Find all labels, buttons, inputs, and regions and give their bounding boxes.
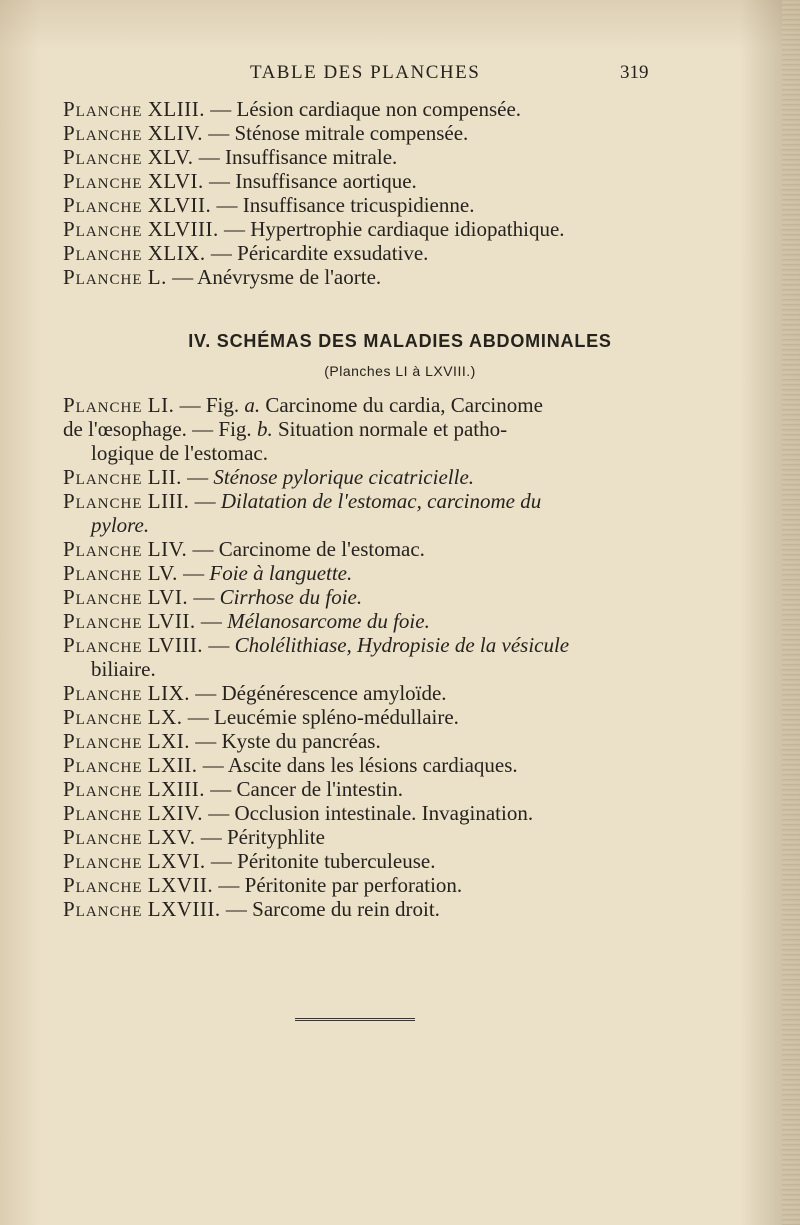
plate-description: Cirrhose du foie.: [219, 585, 363, 609]
plate-entry: [63, 145, 703, 169]
plate-entry: [63, 561, 703, 585]
plate-description: — Occlusion intestinale. Invagination.: [208, 801, 534, 825]
plate-label: Planche: [63, 585, 143, 609]
plate-description: — Lésion cardiaque non compensée.: [210, 97, 522, 121]
running-head-title: TABLE DES PLANCHES: [250, 62, 481, 83]
plate-number: LIV.: [147, 537, 188, 561]
plate-label: Planche: [63, 729, 143, 753]
plate-entry: [63, 121, 703, 145]
running-head: [0, 62, 800, 86]
plate-description: de l'œsophage. — Fig.: [63, 417, 252, 441]
plate-description: — Sténose mitrale compensée.: [208, 121, 469, 145]
plate-description: — Kyste du pancréas.: [195, 729, 381, 753]
figure-ref: a.: [244, 393, 261, 417]
plate-description: — Insuffisance aortique.: [209, 169, 417, 193]
plate-label: Planche: [63, 681, 143, 705]
plate-label: Planche: [63, 873, 143, 897]
plate-label: Planche: [63, 561, 143, 585]
plate-description: — Hypertrophie cardiaque idiopathique.: [223, 217, 565, 241]
plate-label: Planche: [63, 265, 143, 289]
plate-description: — Insuffisance tricuspidienne.: [216, 193, 475, 217]
plate-label: Planche: [63, 849, 143, 873]
plate-entry: [63, 465, 703, 489]
plate-description: Mélanosarcome du foie.: [227, 609, 430, 633]
plate-description: — Cancer de l'intestin.: [210, 777, 403, 801]
plate-entry: [63, 705, 703, 729]
plate-description: — Dégénérescence amyloïde.: [195, 681, 447, 705]
plate-number: XLIX.: [147, 241, 206, 265]
plate-label: Planche: [63, 777, 143, 801]
plate-description: — Insuffisance mitrale.: [198, 145, 398, 169]
plate-description: Cholélithiase, Hydropisie de la vésicule: [234, 633, 570, 657]
plate-number: XLVII.: [147, 193, 212, 217]
plate-number: LXI.: [147, 729, 191, 753]
plate-label: Planche: [63, 609, 143, 633]
plate-number: LXVII.: [147, 873, 214, 897]
plate-entry: [63, 489, 703, 513]
plate-label: Planche: [63, 705, 143, 729]
figure-ref: b.: [256, 417, 273, 441]
plate-entry: [63, 241, 703, 265]
plate-entry: [63, 537, 703, 561]
plate-number: LXVI.: [147, 849, 206, 873]
plate-description: — Pérityphlite: [200, 825, 325, 849]
plate-list-abdominal: [63, 393, 703, 921]
plate-description: Sténose pylorique cicatricielle.: [213, 465, 475, 489]
plate-entry-continuation: [63, 657, 703, 681]
plate-entry: [63, 777, 703, 801]
plate-label: Planche: [63, 97, 143, 121]
plate-label: Planche: [63, 753, 143, 777]
plate-description: Situation normale et patho-: [277, 417, 508, 441]
plate-number: LXVIII.: [147, 897, 221, 921]
plate-number: LXIII.: [147, 777, 205, 801]
plate-label: Planche: [63, 537, 143, 561]
dash: —: [208, 633, 230, 657]
dash: —: [187, 465, 209, 489]
plate-label: Planche: [63, 489, 143, 513]
plate-description: — Péritonite tuberculeuse.: [210, 849, 436, 873]
plate-label: Planche: [63, 897, 143, 921]
plate-number: LXII.: [147, 753, 198, 777]
plate-description: Dilatation de l'estomac, carcinome du: [220, 489, 542, 513]
section-subheading: (Planches LI à LXVIII.): [324, 363, 476, 379]
dash: —: [183, 561, 205, 585]
plate-entry: [63, 849, 703, 873]
plate-number: LVII.: [147, 609, 196, 633]
page-number: 319: [620, 62, 649, 83]
plate-label: Planche: [63, 145, 143, 169]
closing-rule: [295, 1018, 415, 1021]
plate-entry: [63, 729, 703, 753]
plate-label: Planche: [63, 217, 143, 241]
plate-description: — Carcinome de l'estomac.: [192, 537, 425, 561]
plate-number: XLV.: [147, 145, 194, 169]
plate-label: Planche: [63, 825, 143, 849]
plate-number: LIX.: [147, 681, 191, 705]
plate-description: Foie à languette.: [209, 561, 353, 585]
plate-entry: [63, 265, 703, 289]
plate-entry-continuation: [63, 441, 703, 465]
plate-number: XLIII.: [147, 97, 205, 121]
plate-number: LII.: [147, 465, 182, 489]
plate-number: LIII.: [147, 489, 190, 513]
plate-label: Planche: [63, 169, 143, 193]
plate-entry: [63, 609, 703, 633]
plate-label: Planche: [63, 801, 143, 825]
plate-description: logique de l'estomac.: [91, 441, 268, 465]
plate-number: LVIII.: [147, 633, 204, 657]
plate-entry: [63, 193, 703, 217]
plate-number: XLIV.: [147, 121, 203, 145]
plate-entry: [63, 633, 703, 657]
dash: —: [200, 609, 222, 633]
plate-description: pylore.: [91, 513, 150, 537]
section-heading: IV. SCHÉMAS DES MALADIES ABDOMINALES: [188, 331, 612, 351]
dash: —: [194, 489, 216, 513]
plate-number: LV.: [147, 561, 178, 585]
plate-entry: [63, 897, 703, 921]
plate-description: biliaire.: [91, 657, 156, 681]
plate-number: L.: [147, 265, 167, 289]
plate-entry: [63, 585, 703, 609]
plate-label: Planche: [63, 465, 143, 489]
plate-label: Planche: [63, 121, 143, 145]
plate-entry: [63, 681, 703, 705]
plate-label: Planche: [63, 193, 143, 217]
plate-description: — Anévrysme de l'aorte.: [172, 265, 382, 289]
dash: —: [193, 585, 215, 609]
plate-entry-continuation: [63, 417, 703, 441]
plate-number: LVI.: [147, 585, 189, 609]
plate-label: Planche: [63, 633, 143, 657]
plate-description: — Leucémie spléno-médullaire.: [187, 705, 459, 729]
plate-number: LI.: [147, 393, 175, 417]
plate-entry: [63, 825, 703, 849]
plate-label: Planche: [63, 393, 143, 417]
plate-entry-continuation: [63, 513, 703, 537]
plate-description: — Ascite dans les lésions cardiaques.: [202, 753, 518, 777]
plate-number: LX.: [147, 705, 183, 729]
plate-description: — Sarcome du rein droit.: [225, 897, 440, 921]
plate-number: XLVI.: [147, 169, 204, 193]
plate-description: — Péritonite par perforation.: [218, 873, 463, 897]
plate-number: LXIV.: [147, 801, 203, 825]
plate-entry: [63, 753, 703, 777]
plate-description: — Fig.: [179, 393, 240, 417]
plate-entry: [63, 97, 703, 121]
plate-description: — Péricardite exsudative.: [210, 241, 429, 265]
plate-entry: [63, 801, 703, 825]
plate-entry: [63, 393, 703, 417]
plate-label: Planche: [63, 241, 143, 265]
plate-number: XLVIII.: [147, 217, 219, 241]
plate-number: LXV.: [147, 825, 196, 849]
plate-description: Carcinome du cardia, Carcinome: [265, 393, 543, 417]
plate-list-cardiac: [63, 97, 703, 289]
plate-entry: [63, 873, 703, 897]
page-edge-shadow: [782, 0, 800, 1225]
plate-entry: [63, 169, 703, 193]
plate-entry: [63, 217, 703, 241]
